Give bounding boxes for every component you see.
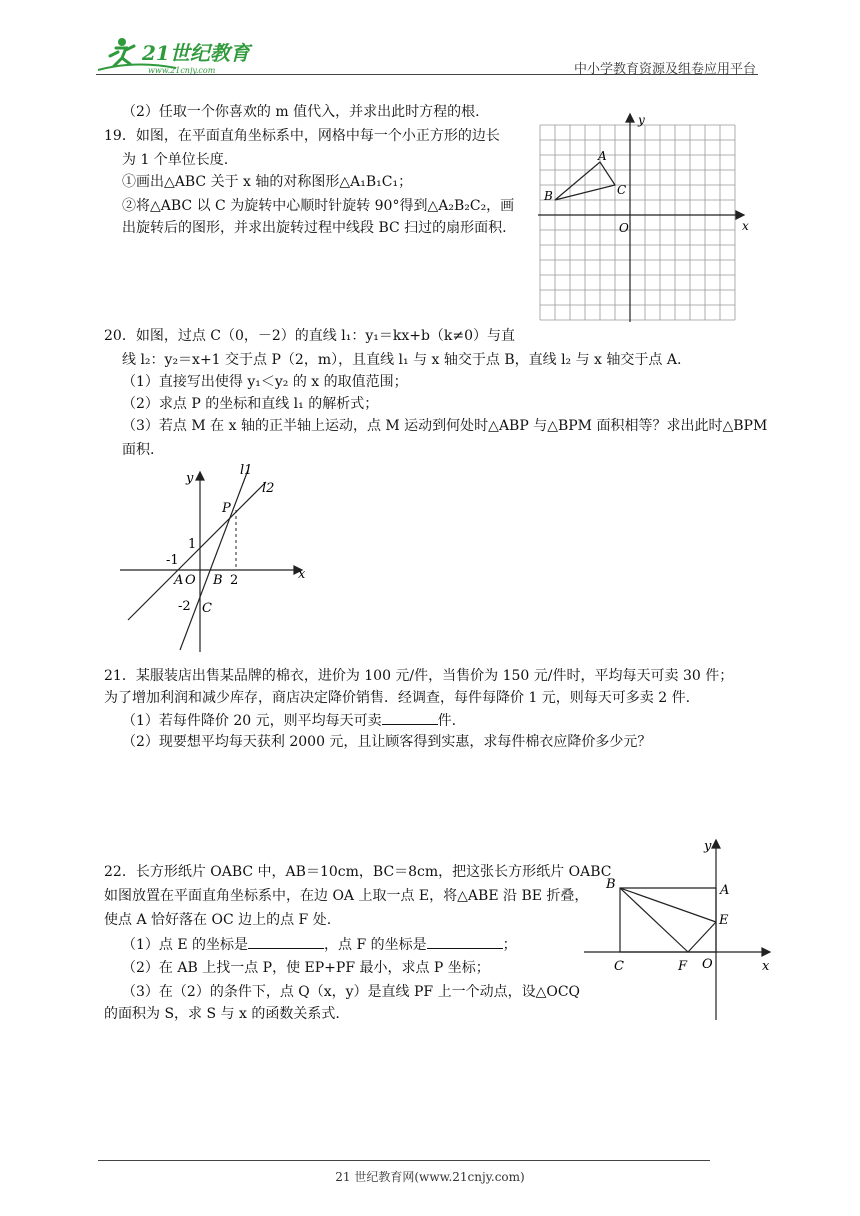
q19-grid [540, 125, 735, 320]
q20-line2: 线 l₂：y₂＝x+1 交于点 P（2，m），且直线 l₁ 与 x 轴交于点 B，直线 l₂ 与 x 轴交于点 A. [122, 352, 682, 368]
q20-line4: （2）求点 P 的坐标和直线 l₁ 的解析式； [122, 396, 379, 412]
label-two: 2 [230, 573, 239, 588]
label-c: C [202, 601, 212, 616]
q21-line3 [122, 710, 456, 731]
label-o: O [619, 221, 629, 235]
logo-text: 21世纪教育 [142, 41, 250, 65]
q19-line1: 19．如图，在平面直角坐标系中，网格中每一个小正方形的边长 [104, 128, 500, 144]
answer-blank-f[interactable] [427, 934, 503, 949]
q21-line4: （2）现要想平均每天获利 2000 元，且让顾客得到实惠，求每件棉衣应降价多少元？ [122, 734, 652, 750]
q20-line6: 面积. [122, 442, 155, 458]
label-a: A [598, 149, 607, 163]
q19-line3: ①画出△ABC 关于 x 轴的对称图形△A₁B₁C₁； [122, 174, 413, 190]
label-o: O [702, 957, 713, 972]
q19-line2: 为 1 个单位长度. [122, 152, 229, 168]
q22-line4-text-c: ； [502, 937, 517, 953]
label-l2: l2 [262, 481, 275, 496]
axis-y-label: y [638, 113, 645, 127]
footer-text: 21 世纪教育网(www.21cnjy.com) [335, 1170, 525, 1184]
label-l1: l1 [240, 463, 253, 478]
label-b: B [544, 189, 553, 203]
site-logo [96, 34, 266, 78]
q20-figure [118, 460, 318, 655]
label-b: B [606, 877, 616, 892]
q21-line1: 21．某服装店出售某品牌的棉衣，进价为 100 元/件，当售价为 150 元/件时，平均每天可卖 30 件； [104, 668, 734, 684]
answer-blank-e[interactable] [248, 934, 324, 949]
q22-line7: 的面积为 S，求 S 与 x 的函数关系式. [104, 1006, 340, 1022]
label-one: 1 [188, 537, 197, 552]
q19-grid-figure [530, 110, 760, 325]
axis-x-label: x [742, 219, 749, 233]
line-l1 [180, 470, 248, 650]
q21-line3-end: 件. [437, 713, 457, 729]
segment-fe [688, 922, 716, 952]
segment-bf [620, 888, 688, 952]
label-b: B [213, 573, 223, 588]
label-p: P [222, 501, 231, 516]
q22-line4-text-b: ，点 F 的坐标是 [324, 937, 427, 953]
label-neg-one: -1 [166, 553, 179, 568]
q19-line4: ②将△ABC 以 C 为旋转中心顺时针旋转 90°得到△A₂B₂C₂，画 [122, 198, 515, 214]
axis-y-label: y [186, 471, 194, 486]
q18-part2: （2）任取一个你喜欢的 m 值代入，并求出此时方程的根. [122, 104, 480, 120]
q22-figure [582, 834, 782, 1024]
q21-line3-text: （1）若每件降价 20 元，则平均每天可卖 [122, 713, 382, 729]
logo-url: www.21cnjy.com [148, 66, 216, 75]
q19-line5: 出旋转后的图形，并求出旋转过程中线段 BC 扫过的扇形面积. [122, 220, 507, 236]
rectangle-oabc [620, 888, 716, 952]
line-l2 [128, 482, 266, 620]
fold-line-be [620, 888, 716, 922]
label-c: C [614, 959, 624, 974]
platform-name: 中小学教育资源及组卷应用平台 [573, 62, 756, 77]
q22-line2: 如图放置在平面直角坐标系中，在边 OA 上取一点 E，将△ABE 沿 BE 折叠， [104, 888, 589, 904]
label-e: E [719, 913, 729, 928]
axis-y-label: y [704, 839, 712, 854]
q22-line4-text-a: （1）点 E 的坐标是 [122, 937, 249, 953]
axis-x-label: x [298, 567, 306, 582]
footer-divider [98, 1160, 710, 1161]
label-a: A [174, 573, 184, 588]
q22-line1: 22．长方形纸片 OABC 中，AB＝10cm，BC＝8cm，把这张长方形纸片 OABC [104, 864, 612, 880]
answer-blank[interactable] [382, 710, 438, 725]
q19-axes [538, 114, 744, 322]
q21-line2: 为了增加利润和减少库存，商店决定降价销售．经调查，每件每降价 1 元，则每天可多卖 2 件. [104, 690, 691, 706]
header-divider [96, 74, 758, 75]
label-a: A [720, 883, 730, 898]
q20-line5: （3）若点 M 在 x 轴的正半轴上运动，点 M 运动到何处时△ABP 与△BPM 面积相等？求出此时△BPM [122, 418, 768, 434]
label-neg-two: -2 [178, 599, 191, 614]
q22-line6: （3）在（2）的条件下，点 Q（x，y）是直线 PF 上一个动点，设△OCQ [122, 984, 581, 1000]
q22-line5: （2）在 AB 上找一点 P，使 EP+PF 最小，求点 P 坐标； [122, 960, 490, 976]
axis-x-label: x [762, 959, 770, 974]
label-f: F [678, 959, 688, 974]
q20-line3: （1）直接写出使得 y₁＜y₂ 的 x 的取值范围； [122, 374, 408, 390]
label-c: C [617, 183, 627, 197]
q22-line4 [122, 934, 517, 955]
q22-line3: 使点 A 恰好落在 OC 边上的点 F 处. [104, 912, 332, 928]
q20-line1: 20．如图，过点 C（0，－2）的直线 l₁：y₁＝kx+b（k≠0）与直 [104, 328, 516, 344]
label-o: O [185, 573, 196, 588]
